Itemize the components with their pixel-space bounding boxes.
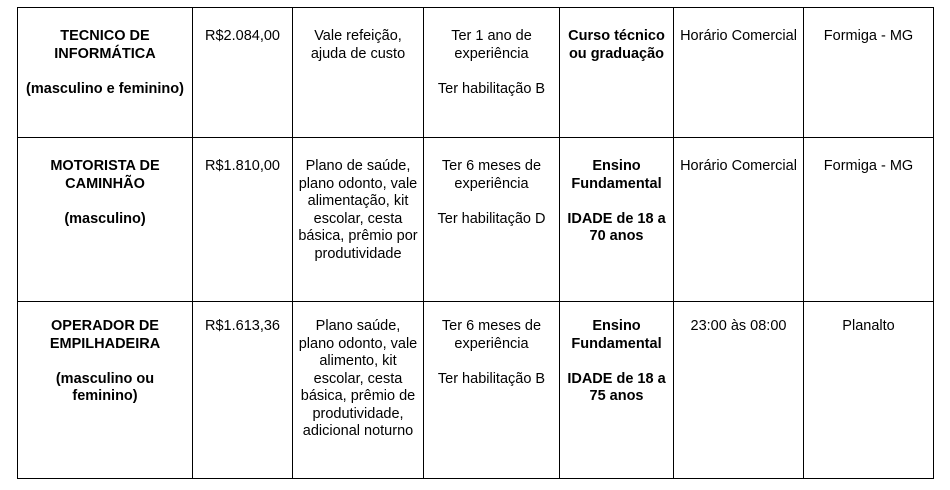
job-title-cell (18, 302, 193, 479)
requirements-cell (424, 302, 560, 479)
job-title-cell (18, 138, 193, 302)
schedule: Horário Comercial (680, 158, 797, 174)
salary-cell (193, 302, 293, 479)
location-cell (804, 302, 934, 479)
job-title: OPERADOR DE EMPILHADEIRA (49, 318, 161, 352)
salary: R$1.613,36 (205, 318, 280, 334)
education: Ensino Fundamental (571, 318, 662, 352)
education-cell (560, 138, 674, 302)
salary: R$1.810,00 (205, 158, 280, 174)
job-title: TECNICO DE INFORMÁTICA (54, 28, 156, 62)
location: Formiga - MG (823, 158, 914, 174)
benefits: Vale refeição, ajuda de custo (310, 28, 406, 62)
schedule-cell (674, 302, 804, 479)
benefits: Plano de saúde, plano odonto, vale alimentação, kit escolar, cesta básica, prêmio por produtividade (298, 158, 418, 262)
benefits: Plano saúde, plano odonto, vale alimento, kit escolar, cesta básica, prêmio de produtividade, adicional noturno (298, 318, 418, 439)
education: Ensino Fundamental (571, 158, 662, 192)
benefits-cell (293, 8, 424, 138)
benefits-cell (293, 302, 424, 479)
salary-cell (193, 8, 293, 138)
education: Curso técnico ou graduação (568, 28, 665, 62)
job-title-cell (18, 8, 193, 138)
job-gender: (masculino) (64, 210, 146, 227)
location: Planalto (842, 318, 895, 334)
table-row (18, 138, 934, 302)
requirements-cell (424, 8, 560, 138)
schedule-cell (674, 138, 804, 302)
job-listings-table (17, 7, 934, 479)
job-title: MOTORISTA DE CAMINHÃO (50, 158, 160, 192)
table-row (18, 8, 934, 138)
location-cell (804, 8, 934, 138)
license: Ter habilitação D (437, 210, 546, 227)
job-gender: (masculino ou feminino) (55, 370, 155, 404)
experience: Ter 1 ano de experiência (451, 28, 532, 62)
location-cell (804, 138, 934, 302)
table-row (18, 302, 934, 479)
education-cell (560, 302, 674, 479)
salary: R$2.084,00 (205, 28, 280, 44)
experience: Ter 6 meses de experiência (441, 158, 542, 192)
age-range: IDADE de 18 a 70 anos (567, 210, 666, 244)
benefits-cell (293, 138, 424, 302)
schedule: Horário Comercial (680, 28, 797, 44)
schedule: 23:00 às 08:00 (690, 318, 787, 334)
license: Ter habilitação B (437, 80, 546, 97)
experience: Ter 6 meses de experiência (441, 318, 542, 352)
education-cell (560, 8, 674, 138)
license: Ter habilitação B (437, 370, 546, 387)
schedule-cell (674, 8, 804, 138)
requirements-cell (424, 138, 560, 302)
age-range: IDADE de 18 a 75 anos (567, 370, 666, 404)
salary-cell (193, 138, 293, 302)
job-gender: (masculino e feminino) (26, 80, 184, 97)
location: Formiga - MG (823, 28, 914, 44)
